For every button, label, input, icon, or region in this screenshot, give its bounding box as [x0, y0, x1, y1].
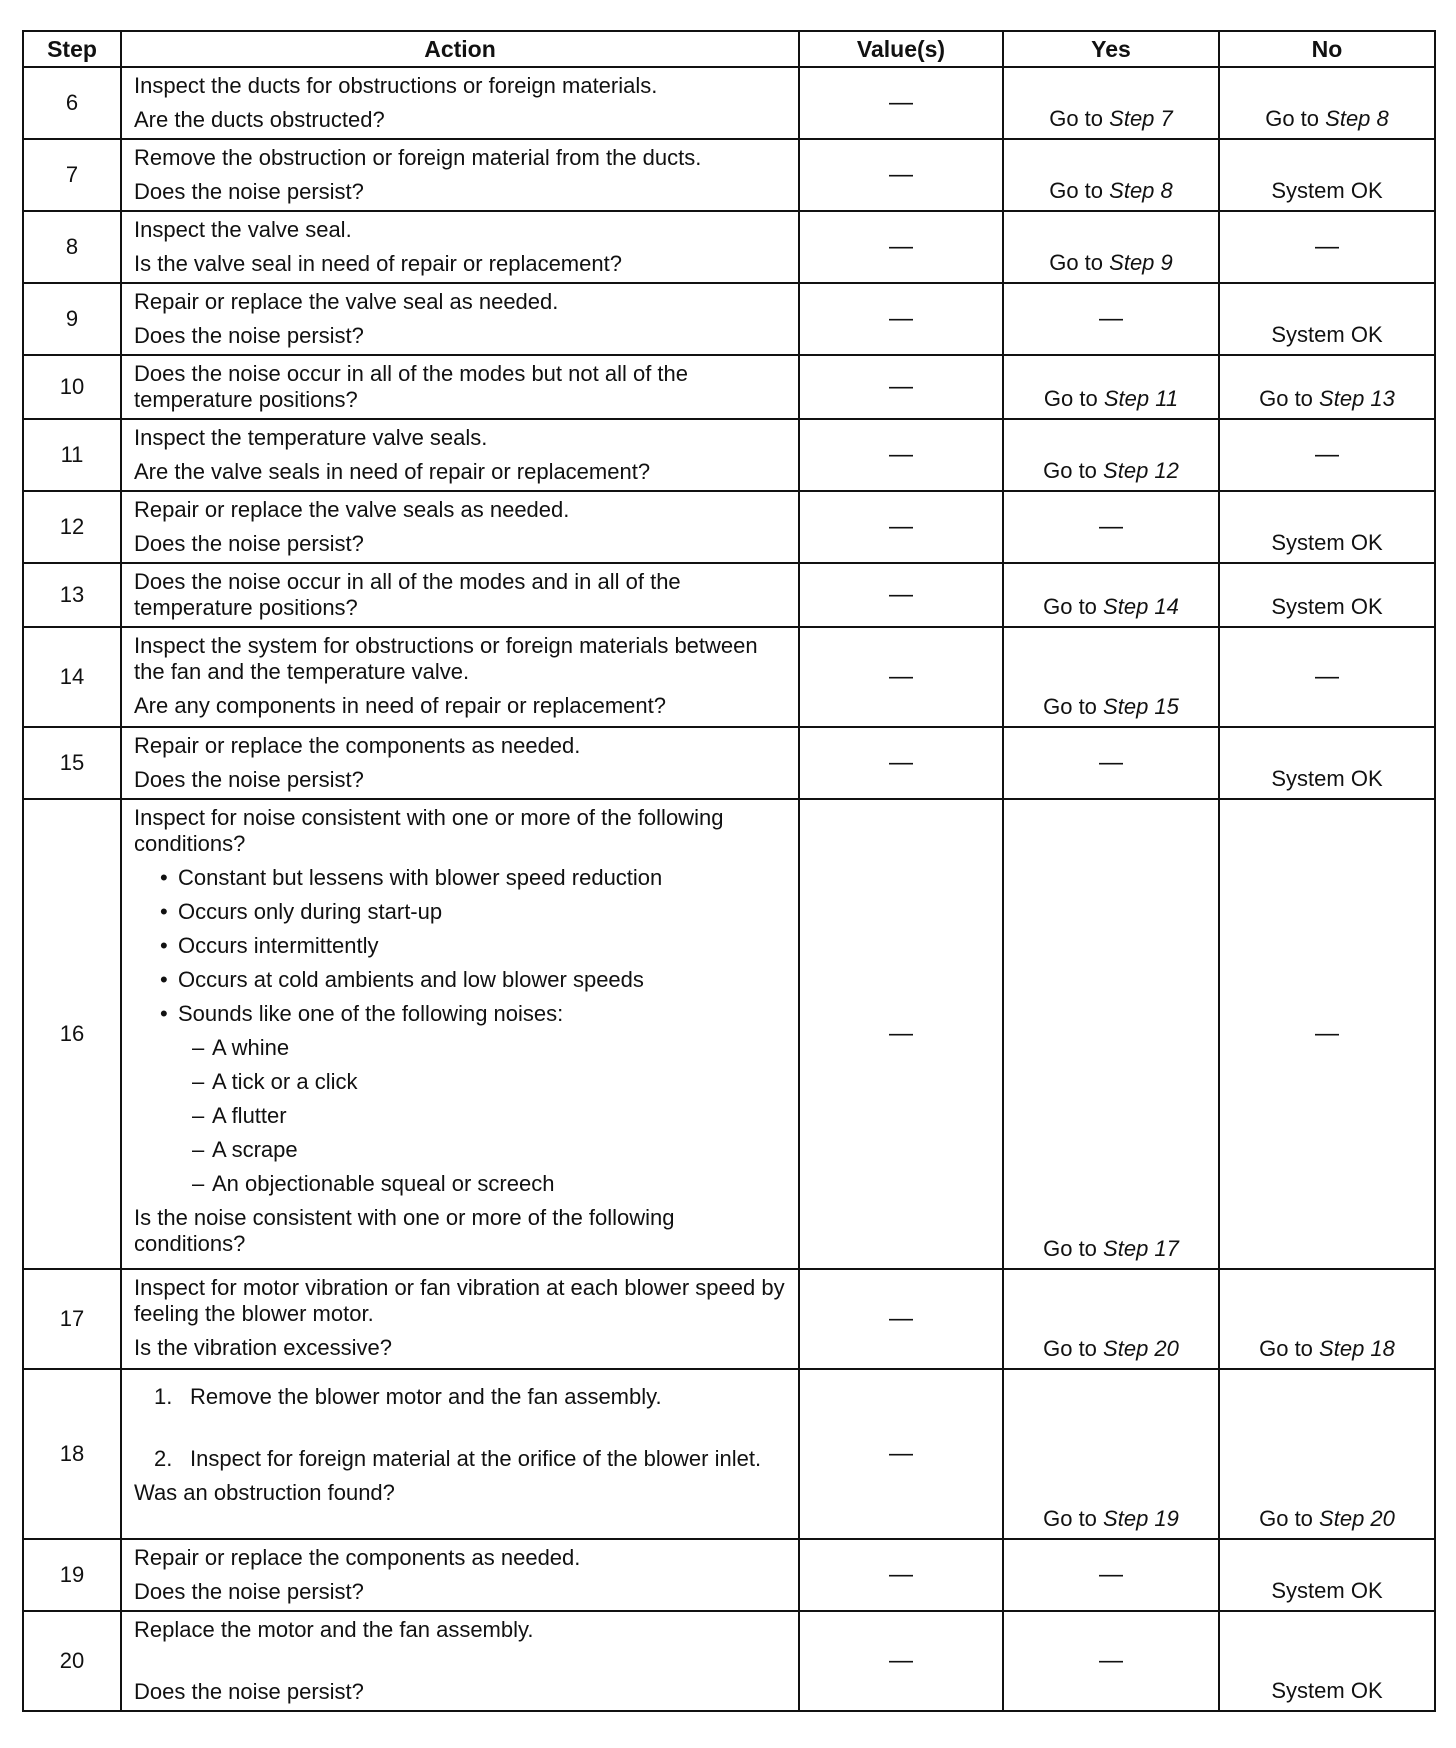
action-question: Does the noise occur in all of the modes and in all of the temperature positions? [134, 569, 681, 620]
action-question: Are the valve seals in need of repair or replacement? [134, 459, 651, 484]
noise-item: – A scrape [134, 1137, 788, 1163]
noise-item: – A whine [134, 1035, 788, 1061]
action-text: Inspect for motor vibration or fan vibration at each blower speed by feeling the blower motor. [134, 1275, 785, 1326]
action-question: Does the noise persist? [134, 179, 364, 204]
action-question: Does the noise persist? [134, 531, 364, 556]
goto-label: Go to [1049, 250, 1104, 275]
action-cell [121, 1539, 799, 1611]
diagnostic-table-sheet [22, 30, 1434, 1712]
no-cell: System OK [1219, 491, 1435, 563]
step-number: 12 [23, 491, 121, 563]
yes-cell [1003, 1369, 1219, 1539]
goto-label: Go to [1049, 106, 1104, 131]
yes-cell: — [1003, 1539, 1219, 1611]
goto-step: Step 8 [1109, 178, 1173, 203]
header-step: Step [23, 31, 121, 67]
action-cell [121, 67, 799, 139]
action-question: Does the noise occur in all of the modes but not all of the temperature positions? [134, 361, 688, 412]
action-cell [121, 727, 799, 799]
no-cell [1219, 355, 1435, 419]
table-row [23, 1269, 1435, 1369]
table-row [23, 727, 1435, 799]
yes-cell [1003, 211, 1219, 283]
goto-step: Step 20 [1319, 1506, 1395, 1531]
value-cell: — [799, 67, 1003, 139]
no-cell: System OK [1219, 727, 1435, 799]
table-row [23, 1539, 1435, 1611]
step-number: 19 [23, 1539, 121, 1611]
no-cell: — [1219, 799, 1435, 1269]
numbered-item [134, 1446, 788, 1472]
yes-cell [1003, 627, 1219, 727]
value-cell: — [799, 139, 1003, 211]
action-text: Inspect the temperature valve seals. [134, 425, 488, 450]
goto-label: Go to [1265, 106, 1320, 131]
value-cell: — [799, 727, 1003, 799]
action-question: Does the noise persist? [134, 767, 364, 792]
value-cell: — [799, 627, 1003, 727]
action-cell [121, 627, 799, 727]
action-cell [121, 563, 799, 627]
goto-label: Go to [1043, 1506, 1097, 1531]
header-action: Action [121, 31, 799, 67]
no-cell: System OK [1219, 1611, 1435, 1711]
no-cell [1219, 1269, 1435, 1369]
action-cell [121, 491, 799, 563]
goto-step: Step 18 [1319, 1336, 1395, 1361]
table-row [23, 1611, 1435, 1711]
yes-cell [1003, 67, 1219, 139]
item-number: 1. [154, 1384, 173, 1409]
goto-label: Go to [1043, 694, 1097, 719]
action-question: Are any components in need of repair or replacement? [134, 693, 666, 718]
goto-label: Go to [1049, 178, 1104, 203]
action-text: Repair or replace the valve seal as needed. [134, 289, 559, 314]
header-yes: Yes [1003, 31, 1219, 67]
step-number: 8 [23, 211, 121, 283]
step-number: 17 [23, 1269, 121, 1369]
no-cell: System OK [1219, 283, 1435, 355]
goto-step: Step 20 [1103, 1336, 1179, 1361]
numbered-item [134, 1384, 788, 1410]
action-cell [121, 283, 799, 355]
yes-cell [1003, 1269, 1219, 1369]
value-cell: — [799, 491, 1003, 563]
yes-cell: — [1003, 491, 1219, 563]
step-number: 13 [23, 563, 121, 627]
action-question: Is the vibration excessive? [134, 1335, 393, 1360]
step-number: 9 [23, 283, 121, 355]
table-row [23, 563, 1435, 627]
value-cell: — [799, 283, 1003, 355]
no-cell: System OK [1219, 563, 1435, 627]
goto-step: Step 7 [1109, 106, 1173, 131]
step-number: 10 [23, 355, 121, 419]
goto-step: Step 15 [1103, 694, 1179, 719]
action-text: Inspect the ducts for obstructions or foreign materials. [134, 73, 658, 98]
action-text: Repair or replace the valve seals as needed. [134, 497, 570, 522]
no-cell [1219, 67, 1435, 139]
action-text: Repair or replace the components as needed. [134, 1545, 581, 1570]
diagnostic-table [22, 30, 1436, 1712]
yes-cell [1003, 799, 1219, 1269]
table-row [23, 491, 1435, 563]
goto-label: Go to [1259, 386, 1313, 411]
action-question: Does the noise persist? [134, 323, 364, 348]
condition-item: • Occurs only during start-up [134, 899, 788, 925]
action-text: Repair or replace the components as needed. [134, 733, 581, 758]
step-number: 7 [23, 139, 121, 211]
value-cell: — [799, 799, 1003, 1269]
item-text: Remove the blower motor and the fan assembly. [190, 1384, 662, 1409]
condition-item: • Constant but lessens with blower speed reduction [134, 865, 788, 891]
step-number: 18 [23, 1369, 121, 1539]
header-values: Value(s) [799, 31, 1003, 67]
action-cell [121, 139, 799, 211]
goto-step: Step 8 [1325, 106, 1389, 131]
action-cell [121, 1611, 799, 1711]
goto-step: Step 11 [1103, 386, 1179, 411]
action-cell [121, 355, 799, 419]
action-cell [121, 1369, 799, 1539]
value-cell: — [799, 355, 1003, 419]
condition-item: • Occurs intermittently [134, 933, 788, 959]
action-text: Remove the obstruction or foreign material from the ducts. [134, 145, 702, 170]
yes-cell [1003, 139, 1219, 211]
item-number: 2. [154, 1446, 173, 1471]
goto-label: Go to [1043, 1236, 1097, 1261]
goto-label: Go to [1259, 1506, 1313, 1531]
header-row [23, 31, 1435, 67]
table-row [23, 1369, 1435, 1539]
yes-cell: — [1003, 727, 1219, 799]
step-number: 11 [23, 419, 121, 491]
step-number: 16 [23, 799, 121, 1269]
noise-item: – A tick or a click [134, 1069, 788, 1095]
action-cell [121, 799, 799, 1269]
yes-cell [1003, 355, 1219, 419]
no-cell: — [1219, 419, 1435, 491]
table-row [23, 419, 1435, 491]
value-cell: — [799, 419, 1003, 491]
no-cell: — [1219, 211, 1435, 283]
no-cell: System OK [1219, 1539, 1435, 1611]
value-cell: — [799, 1269, 1003, 1369]
table-row [23, 627, 1435, 727]
action-question: Does the noise persist? [134, 1579, 364, 1604]
noise-item: – An objectionable squeal or screech [134, 1171, 788, 1197]
step-number: 20 [23, 1611, 121, 1711]
action-text: Replace the motor and the fan assembly. [134, 1617, 534, 1642]
table-row [23, 139, 1435, 211]
value-cell: — [799, 1611, 1003, 1711]
action-text: Inspect for noise consistent with one or more of the following conditions? [134, 805, 724, 856]
yes-cell: — [1003, 1611, 1219, 1711]
item-text: Inspect for foreign material at the orifice of the blower inlet. [190, 1446, 762, 1471]
goto-step: Step 9 [1109, 250, 1173, 275]
action-cell [121, 1269, 799, 1369]
no-cell: — [1219, 627, 1435, 727]
goto-label: Go to [1259, 1336, 1313, 1361]
no-cell [1219, 1369, 1435, 1539]
goto-step: Step 13 [1319, 386, 1395, 411]
goto-step: Step 14 [1103, 594, 1179, 619]
action-text: Inspect the valve seal. [134, 217, 352, 242]
action-cell [121, 211, 799, 283]
step-number: 6 [23, 67, 121, 139]
goto-step: Step 17 [1103, 1236, 1179, 1261]
action-question: Is the noise consistent with one or more of the following conditions? [134, 1205, 675, 1256]
goto-label: Go to [1043, 1336, 1097, 1361]
table-row [23, 799, 1435, 1269]
yes-cell [1003, 563, 1219, 627]
step-number: 15 [23, 727, 121, 799]
table-row [23, 355, 1435, 419]
value-cell: — [799, 211, 1003, 283]
goto-label: Go to [1043, 594, 1097, 619]
goto-label: Go to [1043, 458, 1097, 483]
table-row [23, 283, 1435, 355]
value-cell: — [799, 1539, 1003, 1611]
goto-label: Go to [1043, 386, 1098, 411]
table-row [23, 67, 1435, 139]
goto-step: Step 12 [1103, 458, 1179, 483]
condition-item: • Occurs at cold ambients and low blower speeds [134, 967, 788, 993]
action-question: Does the noise persist? [134, 1679, 364, 1704]
noise-item: – A flutter [134, 1103, 788, 1129]
value-cell: — [799, 563, 1003, 627]
yes-cell [1003, 419, 1219, 491]
action-question: Are the ducts obstructed? [134, 107, 385, 132]
goto-step: Step 19 [1103, 1506, 1179, 1531]
step-number: 14 [23, 627, 121, 727]
action-question: Was an obstruction found? [134, 1480, 395, 1505]
action-text: Inspect the system for obstructions or foreign materials between the fan and the temperature valve. [134, 633, 758, 684]
value-cell: — [799, 1369, 1003, 1539]
action-question: Is the valve seal in need of repair or replacement? [134, 251, 622, 276]
action-cell [121, 419, 799, 491]
table-row [23, 211, 1435, 283]
condition-item: • Sounds like one of the following noises: [134, 1001, 788, 1027]
header-no: No [1219, 31, 1435, 67]
yes-cell: — [1003, 283, 1219, 355]
no-cell: System OK [1219, 139, 1435, 211]
